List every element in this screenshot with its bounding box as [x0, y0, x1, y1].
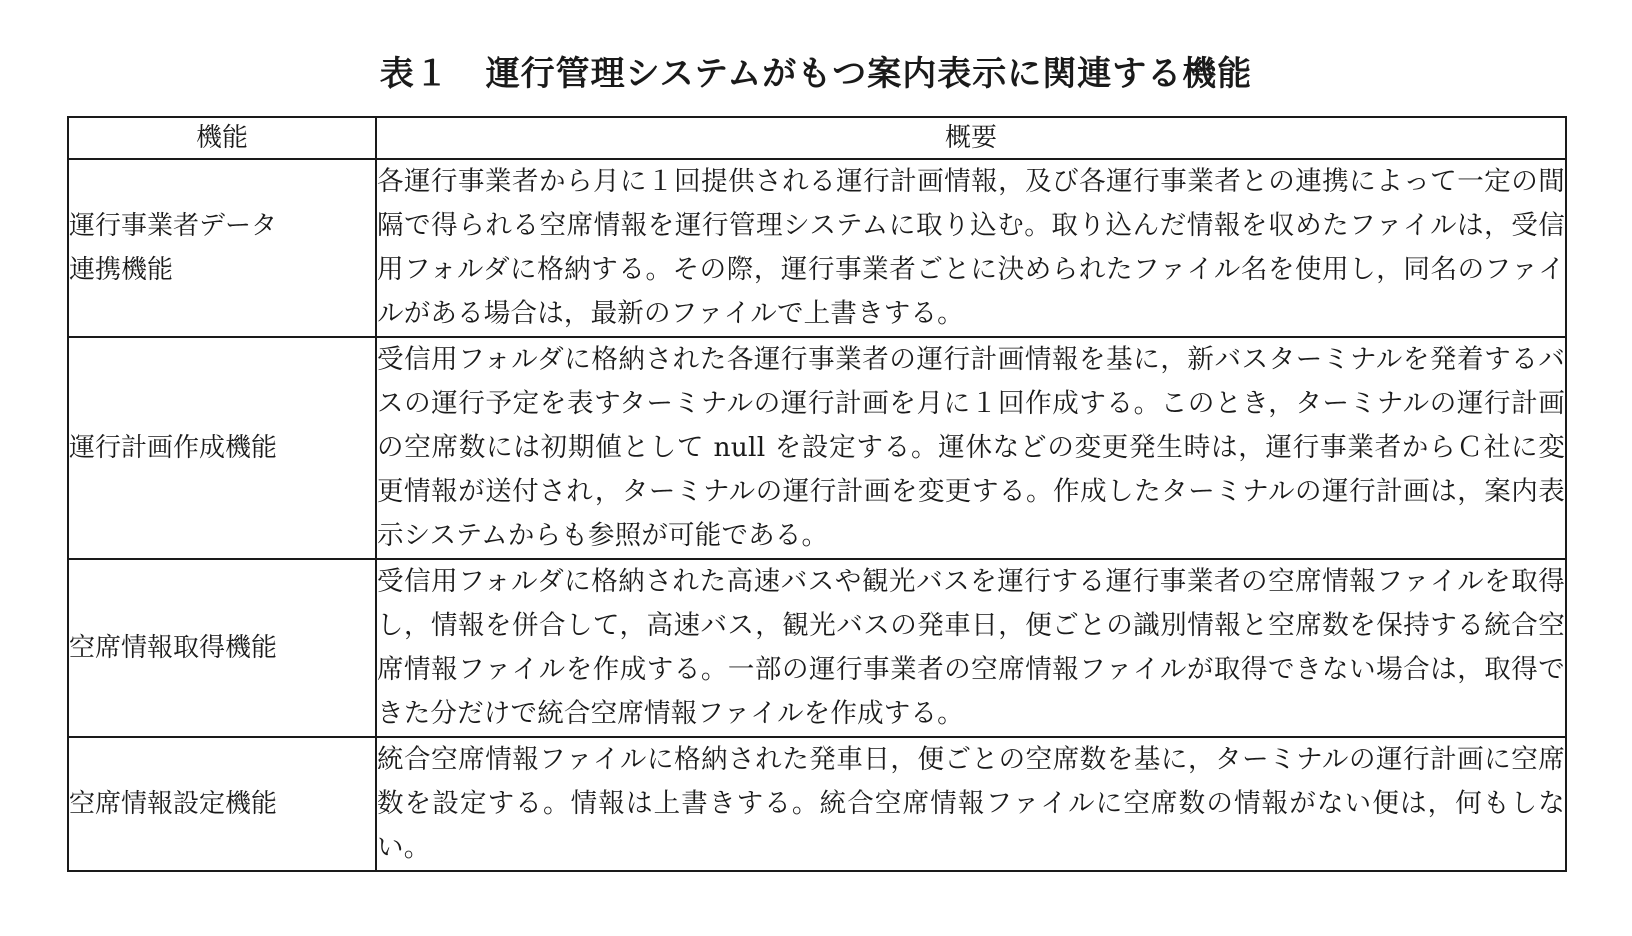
table-row — [68, 159, 1566, 337]
function-description: 統合空席情報ファイルに格納された発車日，便ごとの空席数を基に，ターミナルの運行計画に空席数を設定する。情報は上書きする。統合空席情報ファイルに空席数の情報がない便は，何もしない。 — [376, 737, 1566, 871]
header-function: 機能 — [68, 117, 376, 159]
function-name-cell — [68, 159, 376, 337]
header-overview: 概要 — [376, 117, 1566, 159]
function-description: 受信用フォルダに格納された各運行事業者の運行計画情報を基に，新バスターミナルを発着するバスの運行予定を表すターミナルの運行計画を月に１回作成する。このとき，ターミナルの運行計画の空席数には初期値として null を設定する。運休などの変更発生時は，運行事業者からＣ社に変更情報が送付され，ターミナルの運行計画を変更する。作成したターミナルの運行計画は，案内表示システムからも参照が可能である。 — [376, 337, 1566, 559]
function-name-cell — [68, 737, 376, 871]
function-description: 受信用フォルダに格納された高速バスや観光バスを運行する運行事業者の空席情報ファイルを取得し，情報を併合して，高速バス，観光バスの発車日，便ごとの識別情報と空席数を保持する統合空席情報ファイルを作成する。一部の運行事業者の空席情報ファイルが取得できない場合は，取得できた分だけで統合空席情報ファイルを作成する。 — [376, 559, 1566, 737]
function-name: 空席情報取得機能 — [69, 633, 278, 663]
function-description: 各運行事業者から月に１回提供される運行計画情報，及び各運行事業者との連携によって一定の間隔で得られる空席情報を運行管理システムに取り込む。取り込んだ情報を収めたファイルは，受信用フォルダに格納する。その際，運行事業者ごとに決められたファイル名を使用し，同名のファイルがある場合は，最新のファイルで上書きする。 — [376, 159, 1566, 337]
function-table — [67, 116, 1567, 872]
table-row — [68, 737, 1566, 871]
function-name: 運行計画作成機能 — [69, 433, 278, 463]
table-number: 表１ — [379, 54, 450, 94]
function-name: 運行事業者データ — [69, 211, 278, 241]
header-row — [68, 117, 1566, 159]
function-name-cell — [68, 559, 376, 737]
table-caption — [0, 52, 1632, 96]
function-name-cell — [68, 337, 376, 559]
table-title: 運行管理システムがもつ案内表示に関連する機能 — [485, 54, 1253, 94]
table-row — [68, 559, 1566, 737]
function-name: 連携機能 — [69, 255, 174, 285]
table-row — [68, 337, 1566, 559]
function-name: 空席情報設定機能 — [69, 789, 278, 819]
